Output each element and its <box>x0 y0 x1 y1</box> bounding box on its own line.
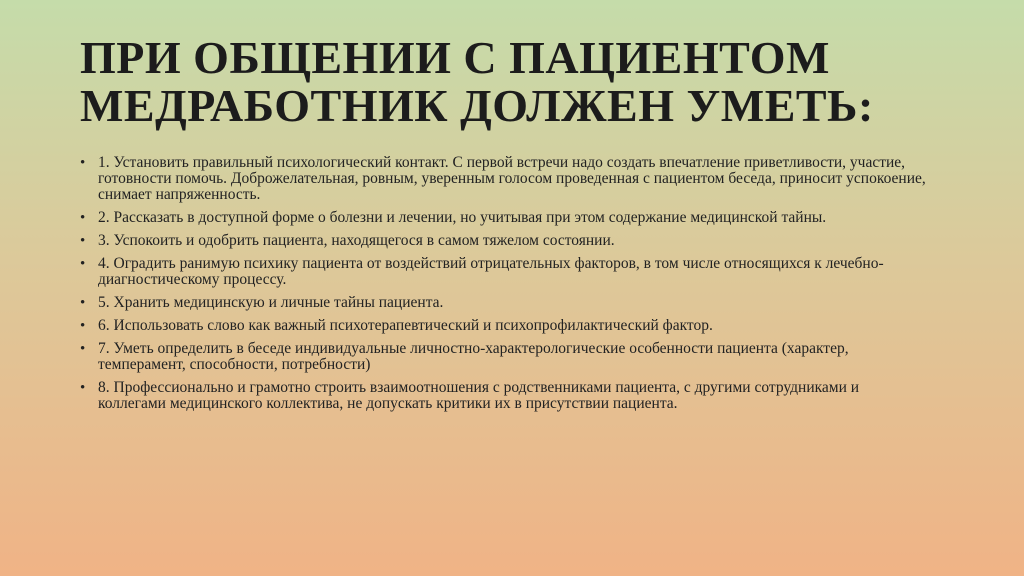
list-item <box>80 256 930 288</box>
list-item <box>80 341 930 373</box>
bullet-icon: • <box>80 233 86 249</box>
list-item-text: 8. Профессионально и грамотно строить взаимоотношения с родственниками пациента, с другими сотрудниками и коллегами медицинского коллектива, не допускать критики их в присутствии пациента. <box>98 379 860 412</box>
bullet-list <box>80 155 930 419</box>
list-item-text: 7. Уметь определить в беседе индивидуальные личностно-характерологические особенности пациента (характер, темперамент, способности, потребности) <box>98 340 849 373</box>
list-item <box>80 380 930 412</box>
list-item-text: 5. Хранить медицинскую и личные тайны пациента. <box>98 294 444 311</box>
list-item-text: 1. Установить правильный психологический контакт. С первой встречи надо создать впечатление приветливости, участие, готовности помочь. Доброжелательная, ровным, уверенным голосом проведенная с пациентом беседа, приносит успокоение, снимает напряженность. <box>98 154 926 203</box>
list-item-text: 2. Рассказать в доступной форме о болезни и лечении, но учитывая при этом содержание медицинской тайны. <box>98 209 827 226</box>
list-item-text: 3. Успокоить и одобрить пациента, находящегося в самом тяжелом состоянии. <box>98 232 615 249</box>
list-item-text: 6. Использовать слово как важный психотерапевтический и психопрофилактический фактор. <box>98 317 713 334</box>
list-item <box>80 233 930 249</box>
list-item-text: 4. Оградить ранимую психику пациента от воздействий отрицательных факторов, в том числе относящихся к лечебно-диагностическому процессу. <box>98 255 884 288</box>
bullet-icon: • <box>80 256 86 272</box>
slide-title <box>80 34 960 130</box>
bullet-icon: • <box>80 155 86 171</box>
list-item <box>80 210 930 226</box>
list-item <box>80 318 930 334</box>
bullet-icon: • <box>80 380 86 396</box>
list-item <box>80 155 930 203</box>
slide-title-line-1: ПРИ ОБЩЕНИИ С ПАЦИЕНТОМ <box>80 32 830 83</box>
bullet-icon: • <box>80 210 86 226</box>
slide-title-line-2: МЕДРАБОТНИК ДОЛЖЕН УМЕТЬ: <box>80 80 874 131</box>
bullet-icon: • <box>80 295 86 311</box>
bullet-icon: • <box>80 318 86 334</box>
bullet-icon: • <box>80 341 86 357</box>
list-item <box>80 295 930 311</box>
